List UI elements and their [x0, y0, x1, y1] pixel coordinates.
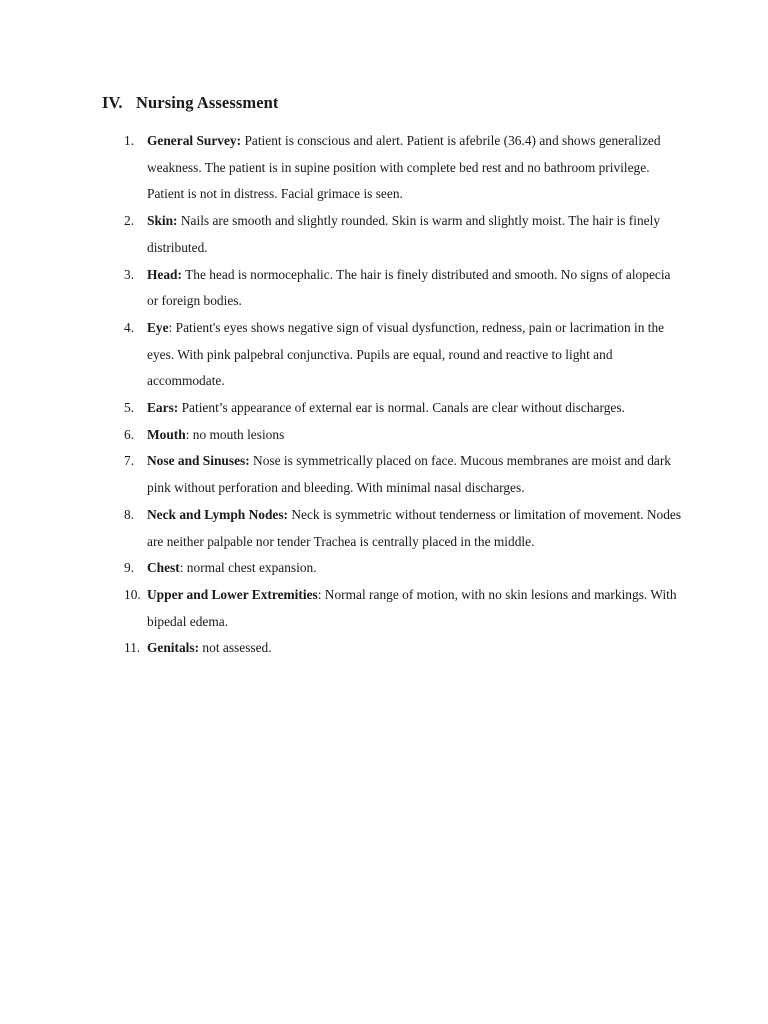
- item-label: General Survey:: [147, 133, 242, 148]
- item-label: Upper and Lower Extremities: [147, 586, 318, 602]
- list-item: [124, 582, 684, 635]
- item-number: 7.: [124, 453, 135, 469]
- list-item: [124, 635, 684, 662]
- item-label: Head:: [147, 266, 182, 282]
- item-number: 6.: [124, 426, 135, 442]
- item-number: 10.: [124, 586, 141, 602]
- item-label: Ears:: [147, 400, 179, 416]
- item-label: Skin:: [147, 213, 178, 229]
- item-text: The head is normocephalic. The hair is finely distributed and smooth. No signs of alopecia or foreign bodies.: [147, 266, 671, 309]
- item-text: Patient’s appearance of external ear is normal. Canals are clear without discharges.: [178, 400, 625, 416]
- item-text: Nails are smooth and slightly rounded. Skin is warm and slightly moist. The hair is finely distributed.: [147, 213, 661, 255]
- item-label: Mouth: [147, 426, 186, 442]
- list-item: [124, 128, 684, 208]
- item-number: 5.: [124, 400, 135, 416]
- item-text: : Patient's eyes shows negative sign of visual dysfunction, redness, pain or lacrimation in the eyes. With pink palpebral conjunctiva. Pupils are equal, round and reactive to light and accommodate.: [147, 319, 665, 389]
- item-label: Genitals:: [147, 640, 200, 656]
- item-number: 4.: [124, 319, 135, 335]
- item-label: Nose and Sinuses:: [147, 453, 250, 469]
- list-item: [124, 262, 684, 315]
- item-label: Chest: [147, 560, 180, 576]
- list-item: [124, 395, 684, 422]
- item-text: Nose is symmetrically placed on face. Mucous membranes are moist and dark pink without perforation and bleeding. With minimal nasal discharges.: [147, 453, 672, 496]
- section-number: IV.: [102, 93, 123, 112]
- item-text: Neck is symmetric without tenderness or limitation of movement. Nodes are neither palpable nor tender Trachea is centrally placed in the middle.: [147, 506, 682, 549]
- item-text: Patient is conscious and alert. Patient is afebrile (36.4) and shows generalized weakness. The patient is in supine position with complete bed rest and no bathroom privilege. Patient is not in distress. Facial grimace is seen.: [147, 133, 661, 202]
- list-item: [124, 422, 684, 449]
- item-number: 3.: [124, 266, 135, 282]
- list-item: [124, 208, 684, 261]
- section-title: Nursing Assessment: [136, 93, 279, 112]
- item-label: Neck and Lymph Nodes:: [147, 506, 288, 522]
- item-number: 8.: [124, 506, 135, 522]
- item-number: 11.: [124, 640, 141, 656]
- item-text: : no mouth lesions: [185, 426, 285, 442]
- item-number: 9.: [124, 560, 135, 576]
- item-text: : Normal range of motion, with no skin lesions and markings. With bipedal edema.: [147, 586, 677, 629]
- list-item: [124, 555, 684, 582]
- item-label: Eye: [147, 319, 169, 335]
- list-item: [124, 315, 684, 395]
- item-text: : normal chest expansion.: [179, 560, 317, 576]
- item-number: 1.: [124, 133, 135, 148]
- assessment-list: [124, 128, 684, 662]
- item-number: 2.: [124, 213, 135, 229]
- section-heading: [102, 93, 279, 113]
- list-item: [124, 502, 684, 555]
- item-text: not assessed.: [199, 640, 272, 656]
- list-item: [124, 448, 684, 501]
